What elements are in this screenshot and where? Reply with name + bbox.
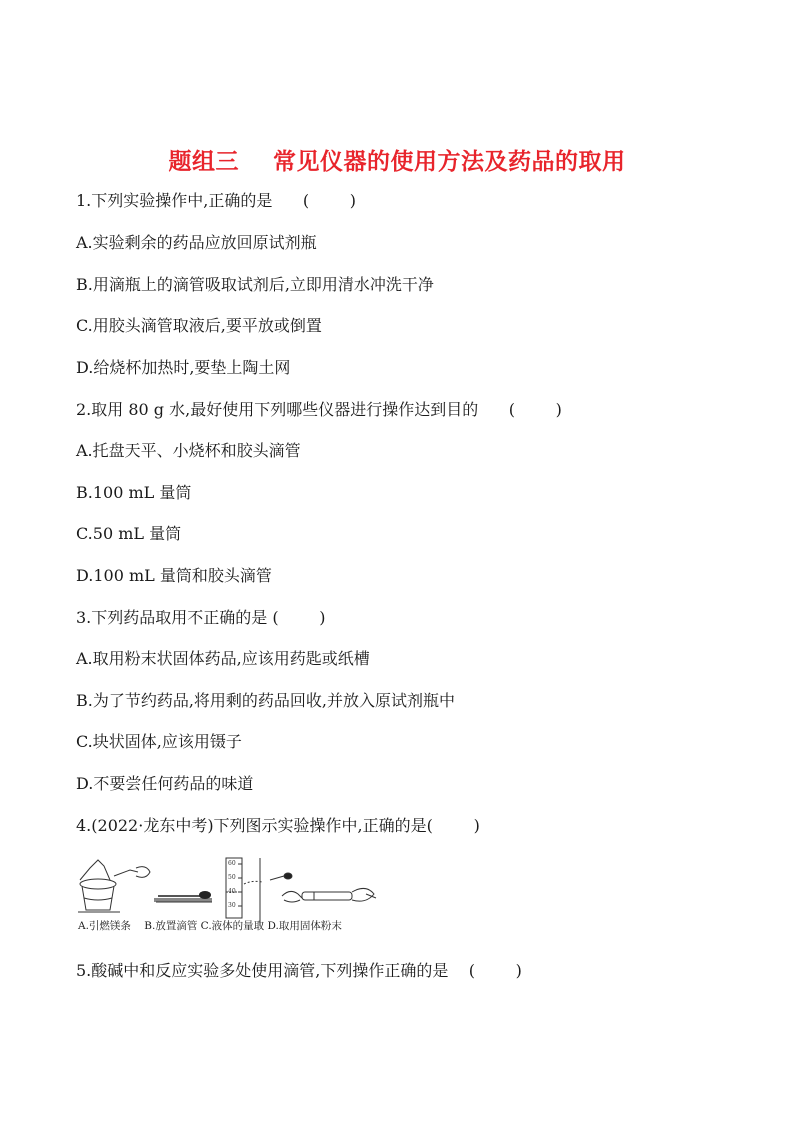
question-1-stem: 1.下列实验操作中,正确的是 ( ) — [76, 191, 357, 210]
question-5-stem: 5.酸碱中和反应实验多处使用滴管,下列操作正确的是 ( ) — [76, 961, 522, 980]
question-1-option-b: B.用滴瓶上的滴管吸取试剂后,立即用清水冲洗干净 — [76, 275, 434, 294]
ignite-magnesium-illustration — [78, 860, 150, 912]
question-2-option-a: A.托盘天平、小烧杯和胶头滴管 — [76, 441, 301, 460]
question-2-option-c: C.50 mL 量筒 — [76, 524, 182, 543]
question-3-option-d: D.不要尝任何药品的味道 — [76, 774, 254, 793]
cylinder-tick-30: 30 — [228, 902, 236, 909]
measure-liquid-illustration — [226, 858, 292, 926]
question-1-option-a: A.实验剩余的药品应放回原试剂瓶 — [76, 233, 317, 252]
question-2-stem: 2.取用 80 g 水,最好使用下列哪些仪器进行操作达到目的 ( ) — [76, 400, 562, 419]
place-dropper-illustration — [154, 891, 212, 902]
cylinder-tick-40: 40 — [228, 888, 236, 895]
question-2-option-b: B.100 mL 量筒 — [76, 483, 192, 502]
question-2-option-d: D.100 mL 量筒和胶头滴管 — [76, 566, 272, 585]
question-3-option-b: B.为了节约药品,将用剩的药品回收,并放入原试剂瓶中 — [76, 691, 456, 710]
section-title: 题组三 常见仪器的使用方法及药品的取用 — [168, 149, 626, 175]
question-3-stem: 3.下列药品取用不正确的是 ( ) — [76, 608, 326, 627]
question-1-option-c: C.用胶头滴管取液后,要平放或倒置 — [76, 316, 322, 335]
question-3-option-a: A.取用粉末状固体药品,应该用药匙或纸槽 — [76, 649, 370, 668]
cylinder-tick-60: 60 — [228, 860, 236, 867]
cylinder-tick-50: 50 — [228, 874, 236, 881]
take-powder-illustration — [282, 888, 376, 902]
question-1-option-d: D.给烧杯加热时,要垫上陶土网 — [76, 358, 291, 377]
question-4-stem: 4.(2022·龙东中考)下列图示实验操作中,正确的是( ) — [76, 816, 480, 835]
question-3-option-c: C.块状固体,应该用镊子 — [76, 732, 242, 751]
figure-caption: A.引燃镁条 B.放置滴管 C.液体的量取 D.取用固体粉末 — [78, 920, 342, 932]
